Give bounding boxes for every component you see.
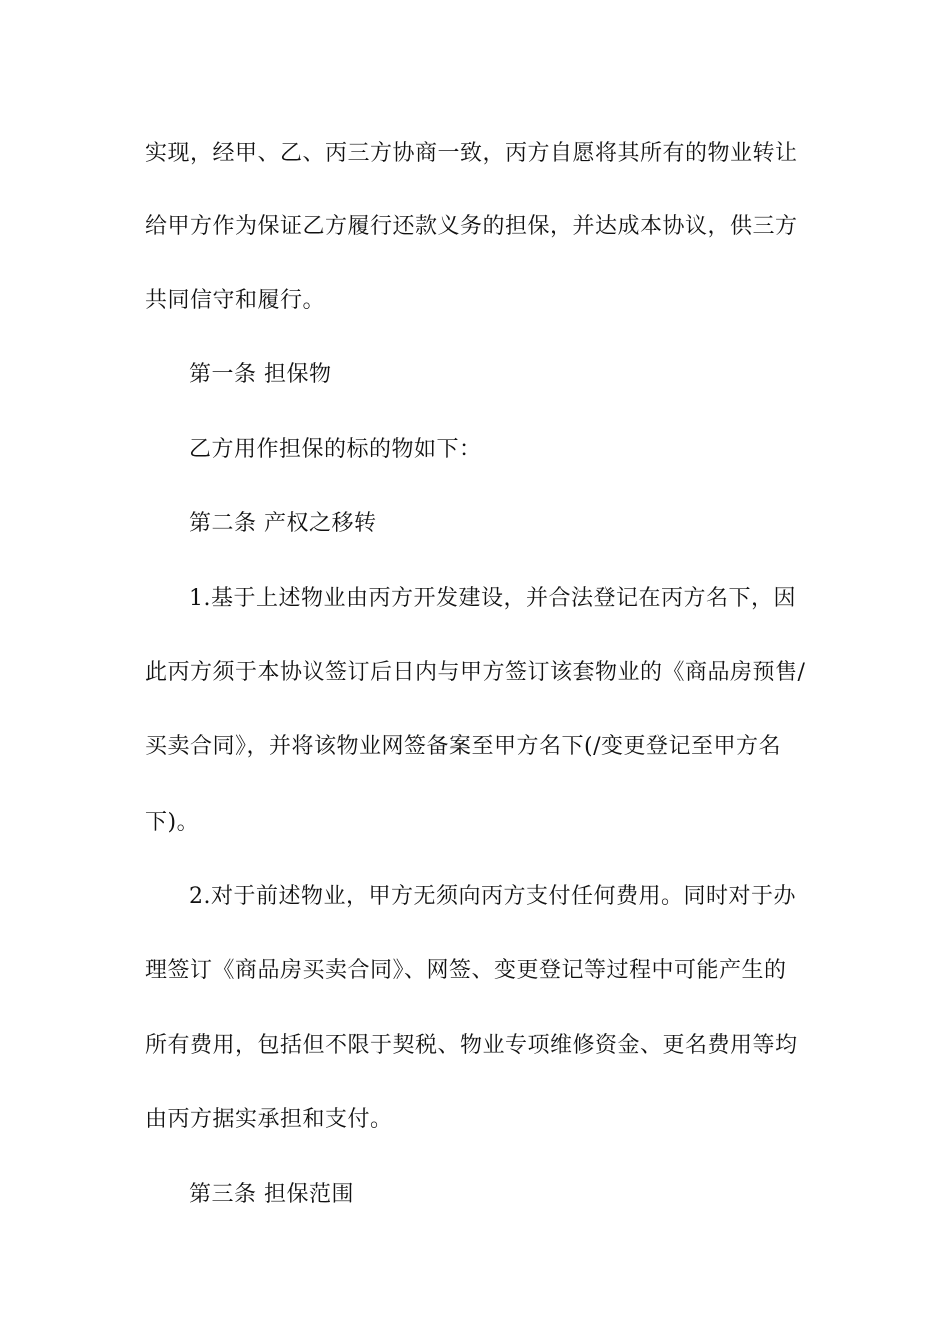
article-heading: 第三条 担保范围 — [189, 1182, 354, 1207]
paragraph-line: 此丙方须于本协议签订后日内与甲方签订该套物业的《商品房预售/ — [145, 660, 806, 685]
paragraph-line: 1.基于上述物业由丙方开发建设，并合法登记在丙方名下，因 — [189, 586, 796, 611]
paragraph-line: 所有费用，包括但不限于契税、物业专项维修资金、更名费用等均 — [145, 1033, 798, 1058]
article-heading: 第二条 产权之移转 — [189, 511, 377, 536]
paragraph-line: 实现，经甲、乙、丙三方协商一致，丙方自愿将其所有的物业转让 — [145, 141, 798, 166]
paragraph-line: 下)。 — [145, 810, 200, 835]
paragraph-line: 乙方用作担保的标的物如下： — [189, 437, 482, 462]
paragraph-line: 给甲方作为保证乙方履行还款义务的担保，并达成本协议，供三方 — [145, 214, 798, 239]
article-heading: 第一条 担保物 — [189, 362, 332, 387]
paragraph-line: 共同信守和履行。 — [145, 288, 326, 313]
paragraph-line: 理签订《商品房买卖合同》、网签、变更登记等过程中可能产生的 — [145, 958, 787, 983]
paragraph-line: 2.对于前述物业，甲方无须向丙方支付任何费用。同时对于办 — [189, 884, 796, 909]
paragraph-line: 由丙方据实承担和支付。 — [145, 1107, 393, 1132]
paragraph-line: 买卖合同》，并将该物业网签备案至甲方名下(/变更登记至甲方名 — [145, 734, 781, 759]
